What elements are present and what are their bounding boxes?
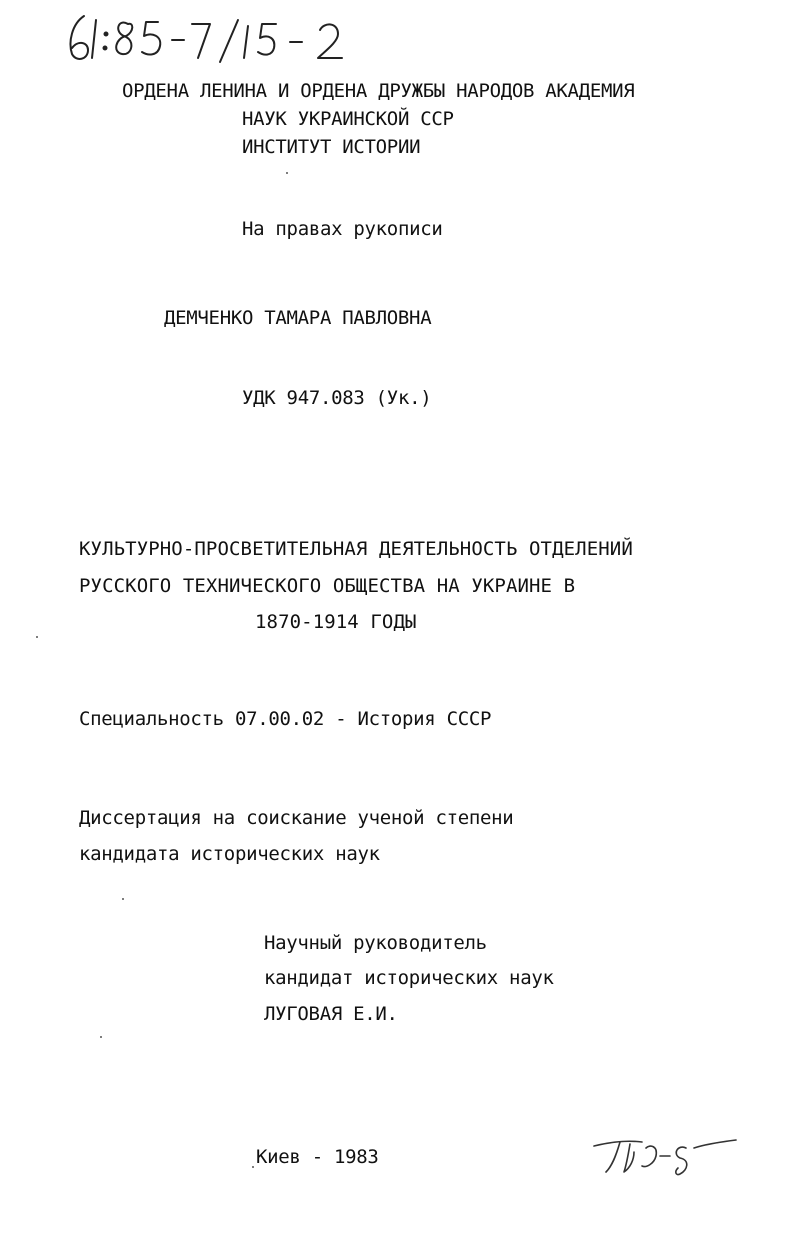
handwritten-signature: [590, 1130, 740, 1180]
scan-speck: [100, 1036, 102, 1038]
scan-speck: [252, 1166, 254, 1168]
place-and-year: Киев - 1983: [256, 1146, 379, 1168]
scan-speck: [122, 898, 124, 900]
supervisor-degree: кандидат исторических наук: [264, 967, 554, 989]
author-name: ДЕМЧЕНКО ТАМАРА ПАВЛОВНА: [164, 307, 432, 329]
supervisor-name: ЛУГОВАЯ Е.И.: [264, 1003, 398, 1025]
scan-speck: [286, 172, 288, 174]
institute-name: ИНСТИТУТ ИСТОРИИ: [242, 136, 421, 158]
academy-name-line1: ОРДЕНА ЛЕНИНА И ОРДЕНА ДРУЖБЫ НАРОДОВ АКАДЕМИЯ: [122, 80, 635, 102]
scan-speck: [36, 636, 38, 638]
handwritten-archive-mark: [62, 8, 382, 68]
dissertation-title-line2: РУССКОГО ТЕХНИЧЕСКОГО ОБЩЕСТВА НА УКРАИНЕ В: [79, 575, 576, 597]
manuscript-rights: На правах рукописи: [242, 218, 443, 240]
degree-line1: Диссертация на соискание ученой степени: [79, 807, 514, 829]
udc-code: УДК 947.083 (Ук.): [242, 387, 432, 409]
academy-name-line2: НАУК УКРАИНСКОЙ ССР: [242, 108, 454, 130]
dissertation-title-line1: КУЛЬТУРНО-ПРОСВЕТИТЕЛЬНАЯ ДЕЯТЕЛЬНОСТЬ ОТДЕЛЕНИЙ: [79, 538, 633, 560]
degree-line2: кандидата исторических наук: [79, 843, 380, 865]
supervisor-label: Научный руководитель: [264, 932, 487, 954]
dissertation-title-line3: 1870-1914 ГОДЫ: [255, 611, 417, 633]
specialty: Специальность 07.00.02 - История СССР: [79, 708, 492, 730]
